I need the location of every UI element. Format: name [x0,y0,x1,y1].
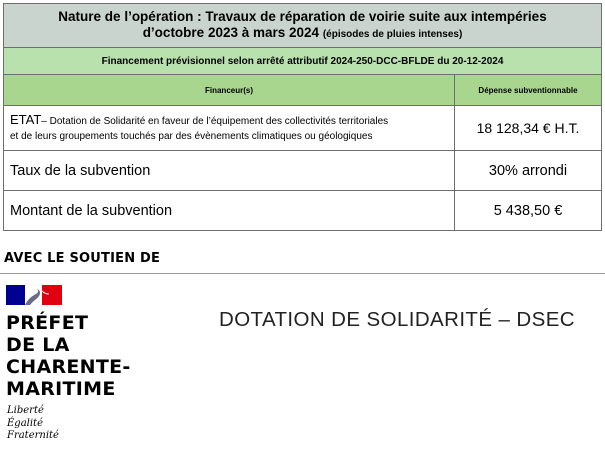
logo-line-2: DE LA [6,334,70,356]
header-row [4,75,602,106]
title-line-2: d’octobre 2023 à mars 2024 [142,24,320,40]
montant-row [4,191,602,231]
marianne-flag-icon [6,285,62,305]
montant-value: 5 438,50 € [455,191,602,231]
taux-row [4,151,602,191]
taux-label: Taux de la subvention [4,151,455,191]
col-funder: Financeur(s) [4,75,455,106]
etat-row [4,106,602,151]
etat-lead: ETAT [10,112,42,127]
motto-liberte: Liberté [7,405,44,416]
support-heading: AVEC LE SOUTIEN DE [4,251,161,266]
montant-label: Montant de la subvention [4,191,455,231]
logo-line-4: MARITIME [6,378,116,400]
etat-desc-2: et de leurs groupements touchés par des évènements climatiques ou géologiques [10,131,373,142]
logo-line-1: PRÉFET [6,312,89,334]
operation-title-row [4,4,602,48]
etat-amount: 18 128,34 € H.T. [455,106,602,151]
divider [0,273,605,274]
motto-fraternite: Fraternité [7,430,59,441]
title-line-1: Nature de l’opération : Travaux de réparation de voirie suite aux intempéries [58,8,547,24]
financing-table [3,3,602,231]
operation-title [4,4,602,48]
financing-text: Financement prévisionnel selon arrêté attributif 2024-250-DCC-BFLDE du 20-12-2024 [4,48,602,75]
program-name: DOTATION DE SOLIDARITÉ – DSEC [219,308,575,331]
prefecture-logo-text [6,312,131,400]
col-expense: Dépense subventionnable [455,75,602,106]
financing-row [4,48,602,75]
etat-desc-1: – Dotation de Solidarité en faveur de l’équipement des collectivités territoriales [41,116,389,127]
republic-motto [7,405,59,443]
title-note: (épisodes de pluies intenses) [322,28,463,40]
motto-egalite: Égalité [7,417,43,429]
logo-line-3: CHARENTE- [6,356,131,378]
etat-funder-cell [4,106,455,151]
taux-value: 30% arrondi [455,151,602,191]
